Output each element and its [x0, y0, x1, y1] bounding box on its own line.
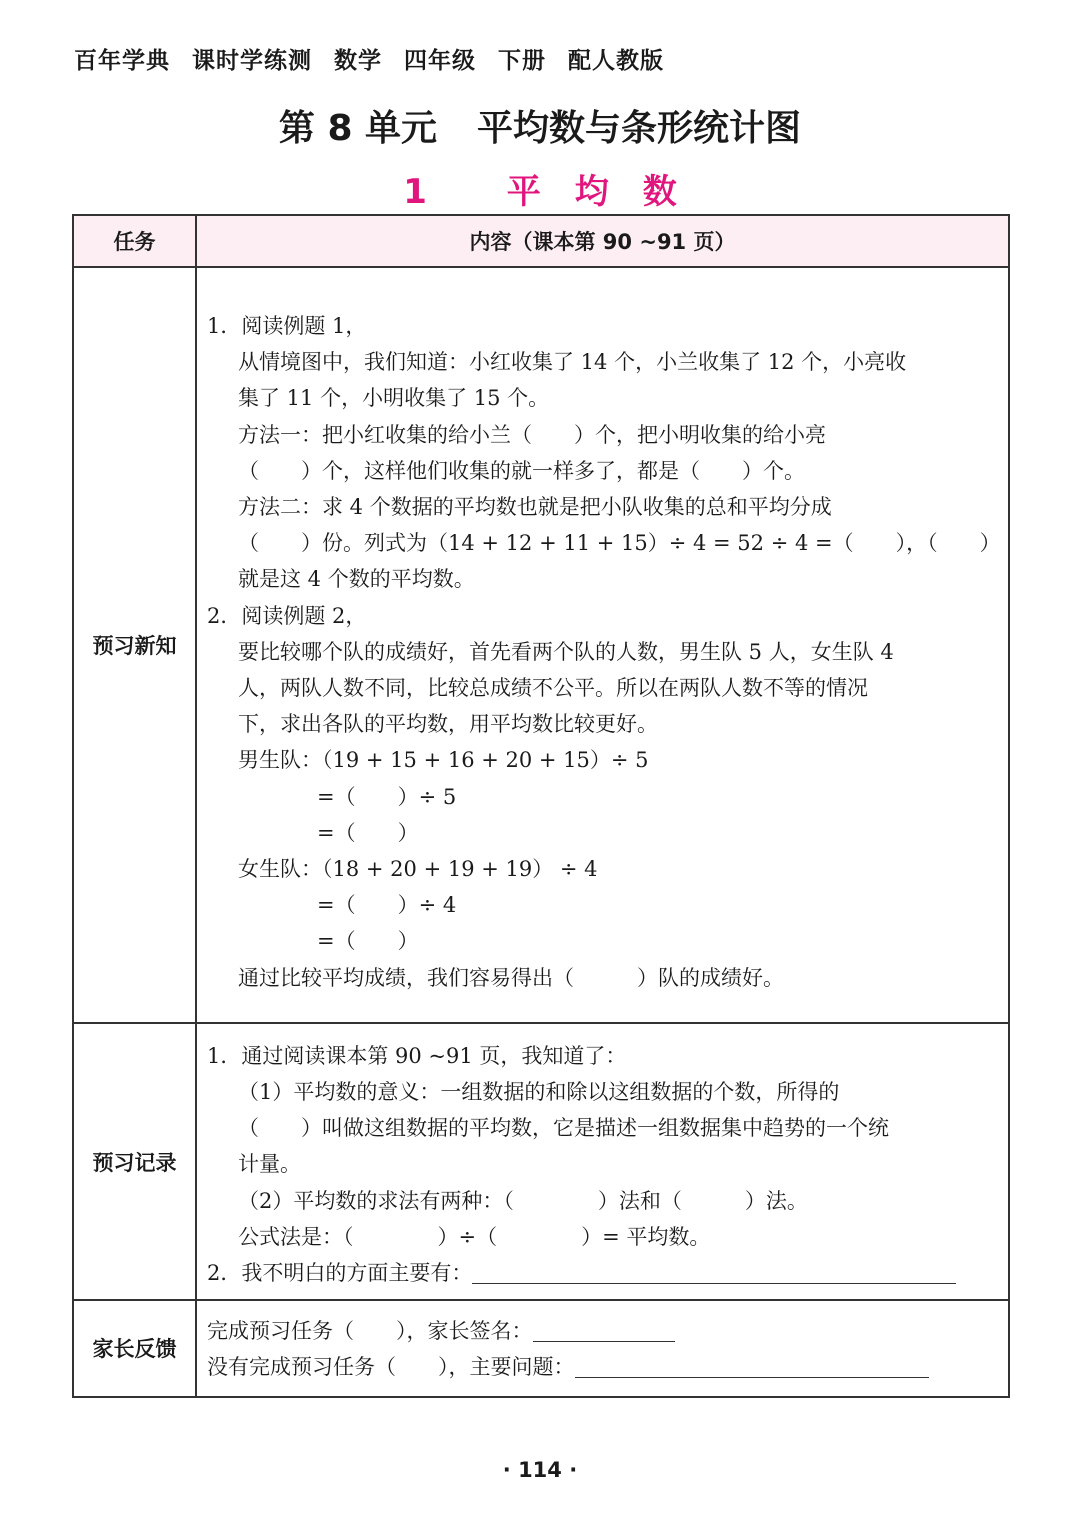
content-line: 2．阅读例题 2， — [207, 603, 367, 628]
row-task-label: 预习记录 — [73, 1023, 196, 1300]
unit-number: 第 8 单元 — [278, 108, 438, 149]
content-line: =（ ）÷ 5 — [317, 784, 457, 809]
content-line: 公式法是：（ ）÷（ ）= 平均数。 — [238, 1224, 711, 1249]
series-item: 数学 — [334, 48, 382, 74]
content-line: 人，两队人数不同，比较总成绩不公平。所以在两队人数不等的情况 — [238, 676, 868, 701]
row-task-label: 预习新知 — [73, 267, 196, 1023]
series-item: 课时学练测 — [192, 48, 312, 74]
header-content: 内容（课本第 90 ~91 页） — [196, 215, 1009, 267]
content-line: （ ）个，这样他们收集的就一样多了，都是（ ）个。 — [238, 458, 805, 483]
page-number: · 114 · — [502, 1458, 578, 1482]
content-line: 计量。 — [238, 1152, 301, 1177]
feedback-text: 没有完成预习任务（ ），主要问题： — [207, 1355, 575, 1380]
content-line: 女生队：（18 + 20 + 19 + 19） ÷ 4 — [238, 857, 598, 882]
content-line: 方法一：把小红收集的给小兰（ ）个，把小明收集的给小亮 — [238, 422, 826, 447]
content-line: 通过比较平均成绩，我们容易得出（ ）队的成绩好。 — [238, 965, 784, 990]
unit-name: 平均数与条形统计图 — [477, 108, 802, 149]
content-line: =（ ） — [317, 929, 419, 954]
row-task-label: 家长反馈 — [73, 1300, 196, 1396]
content-line: 男生队：（19 + 15 + 16 + 20 + 15）÷ 5 — [238, 748, 649, 773]
problem-blank-line[interactable] — [575, 1353, 929, 1378]
lesson-title: 1 平均数 — [403, 172, 711, 212]
content-line: （2）平均数的求法有两种：（ ）法和（ ）法。 — [238, 1188, 808, 1213]
content-line — [207, 1313, 996, 1349]
row-content — [196, 267, 1009, 1023]
content-line: 方法二：求 4 个数据的平均数也就是把小队收集的总和平均分成 — [238, 495, 832, 520]
row-content — [196, 1023, 1009, 1300]
series-item: 百年学典 — [74, 48, 170, 74]
series-item: 下册 — [498, 48, 546, 74]
content-line: 要比较哪个队的成绩好，首先看两个队的人数，男生队 5 人，女生队 4 — [238, 639, 894, 664]
content-line: 1．通过阅读课本第 90 ~91 页，我知道了： — [207, 1043, 627, 1068]
answer-blank-line[interactable] — [472, 1259, 956, 1284]
content-line: 集了 11 个，小明收集了 15 个。 — [238, 386, 550, 411]
content-line: 就是这 4 个数的平均数。 — [238, 567, 475, 592]
series-item: 四年级 — [404, 48, 476, 74]
row-content — [196, 1300, 1009, 1396]
content-line: （ ）叫做这组数据的平均数，它是描述一组数据集中趋势的一个统 — [238, 1116, 889, 1141]
table-row — [73, 1023, 1009, 1300]
content-line: 从情境图中，我们知道：小红收集了 14 个，小兰收集了 12 个，小亮收 — [238, 350, 907, 375]
content-line — [207, 1255, 996, 1291]
content-line: =（ ）÷ 4 — [317, 893, 457, 918]
parent-signature-line[interactable] — [533, 1317, 675, 1342]
content-line: =（ ） — [317, 820, 419, 845]
book-series-header — [74, 42, 686, 75]
content-line: （1）平均数的意义：一组数据的和除以这组数据的个数，所得的 — [238, 1080, 840, 1105]
header-task: 任务 — [73, 215, 196, 267]
unit-title — [0, 100, 1080, 151]
feedback-text: 完成预习任务（ ），家长签名： — [207, 1319, 533, 1344]
content-line: 下，求出各队的平均数，用平均数比较更好。 — [238, 712, 658, 737]
table-row — [73, 267, 1009, 1023]
content-line — [207, 1349, 996, 1385]
series-item: 配人教版 — [568, 48, 664, 74]
content-line: 1．阅读例题 1， — [207, 314, 367, 338]
question-text: 2．我不明白的方面主要有： — [207, 1261, 473, 1286]
table-row — [73, 1300, 1009, 1396]
content-line: （ ）份。列式为（14 + 12 + 11 + 15）÷ 4 = 52 ÷ 4 =（ ），（ ） — [238, 531, 1001, 556]
preview-task-table — [72, 214, 1010, 1398]
